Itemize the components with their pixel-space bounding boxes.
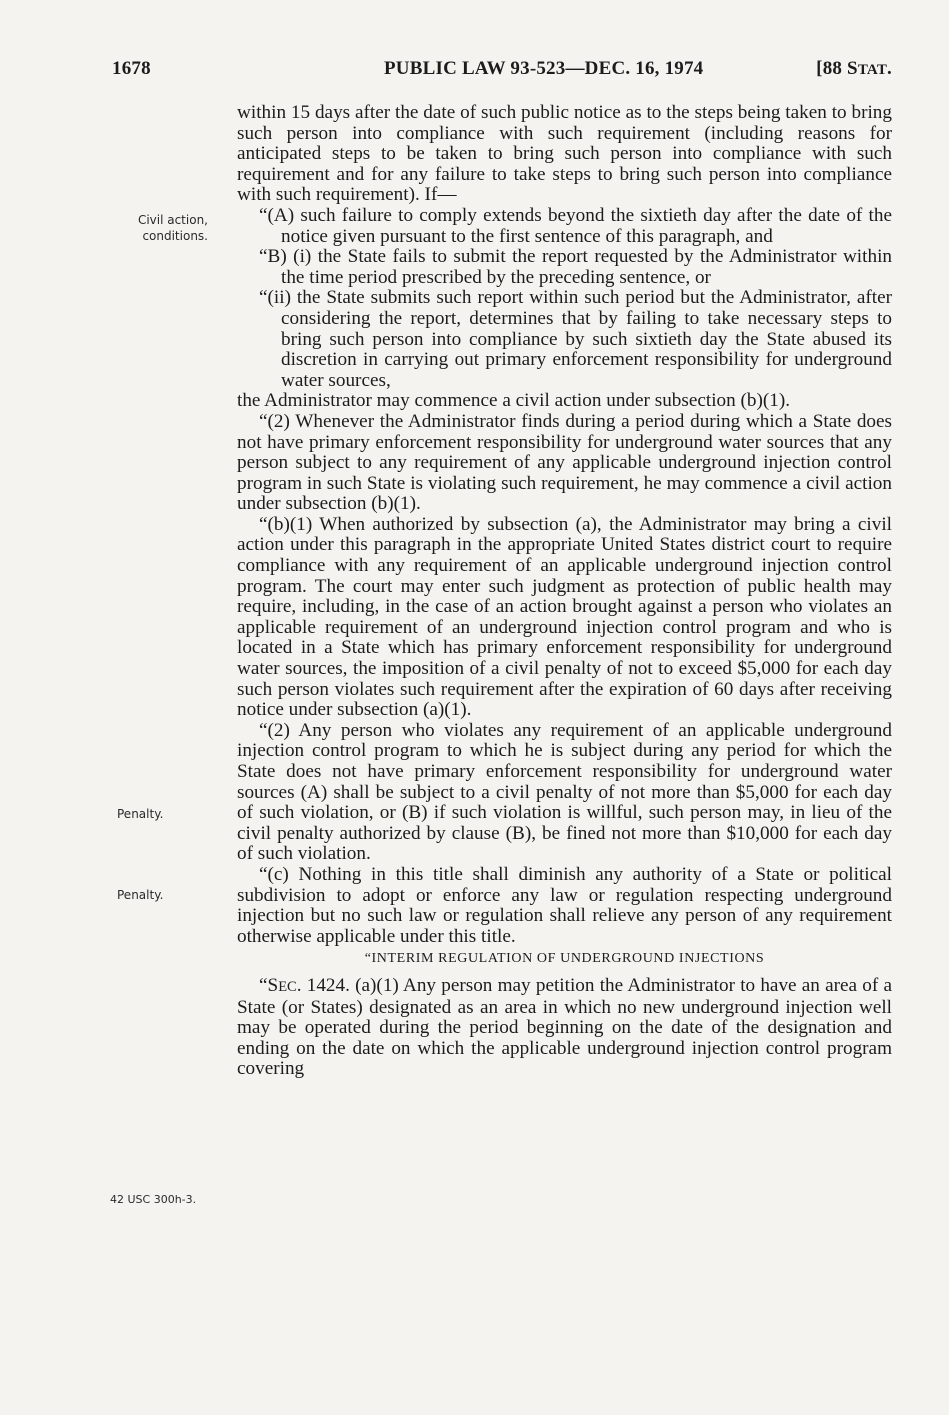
paragraph-b2: “(2) Any person who violates any requirement of an applicable underground injection control program to which he is subject during any period for which the State does not have primary enforcement responsibility for underground water sources (A) shall be subject to a civil penalty of not more than $5,000 for each day of such violation, or (B) if such violation is willful, such person may, in lieu of the civil penalty authorized by clause (B), be fined not more than $10,000 for each day of such violation. [237, 719, 892, 865]
statute-citation [816, 58, 892, 80]
paragraph-continuation: within 15 days after the date of such public notice as to the steps being taken to bring such person into compliance with such requirement (including reasons for anticipated steps to be taken to bring such person into compliance with such requirement and for any failure to take steps to bring such person into compliance with such requirement). If— [237, 102, 892, 206]
margin-note-penalty-1: Penalty. [117, 807, 164, 821]
sec-open: “S [259, 974, 279, 996]
page-number: 1678 [112, 58, 151, 79]
section-heading: “INTERIM REGULATION OF UNDERGROUND INJECTIONS [364, 951, 765, 967]
statute-smallcaps: TAT [857, 62, 888, 78]
margin-note-civil-action-line2: conditions. [142, 229, 208, 243]
margin-note-penalty-2: Penalty. [117, 888, 164, 902]
paragraph-a2: “(2) Whenever the Administrator finds during a period during which a State does not have primary enforcement responsibility for underground water sources that any person subject to any requirement of any applicable underground injection control program in such State is violating such requirement, he may commence a civil action under subsection (b)(1). [237, 410, 892, 515]
paragraph-sec-1424 [237, 976, 892, 1080]
body-text [237, 103, 892, 1080]
sec-smallcaps: EC [278, 978, 297, 995]
clause-b-ii: “(ii) the State submits such report within such period but the Administrator, after considering the report, determines that by failing to take necessary steps to bring such person into compliance by such sixtieth day the State abused its discretion in carrying out primary enforcement responsibility for underground water sources, [259, 287, 892, 391]
clause-b-i: “B) (i) the State fails to submit the report requested by the Administrator within the time period prescribed by the preceding sentence, or [259, 246, 892, 288]
statute-prefix: [88 S [816, 58, 858, 79]
paragraph-c: “(c) Nothing in this title shall diminish any authority of a State or political subdivision to adopt or enforce any law or regulation respecting underground injection but no such law or regulation shall relieve any person of any requirement otherwise applicable under this title. [237, 863, 892, 947]
margin-note-civil-action [90, 212, 208, 244]
statute-suffix: . [887, 58, 892, 79]
paragraph-administrator: the Administrator may commence a civil action under subsection (b)(1). [237, 390, 791, 412]
margin-note-usc: 42 USC 300h-3. [110, 1193, 197, 1206]
clause-a: “(A) such failure to comply extends beyond the sixtieth day after the date of the notice given pursuant to the first sentence of this paragraph, and [259, 204, 892, 247]
paragraph-b1: “(b)(1) When authorized by subsection (a), the Administrator may bring a civil action under this paragraph in the appropriate United States district court to require compliance with any requirement of an applicable underground injection control program. The court may enter such judgment as protection of public health may require, including, in the case of an action brought against a person who violates an applicable requirement of an underground injection control program and who is located in a State which has primary enforcement responsibility for underground water sources, the imposition of a civil penalty of not to exceed $5,000 for each day such person violates such requirement after the expiration of 60 days after receiving notice under subsection (a)(1). [237, 513, 892, 721]
margin-note-civil-action-line1: Civil action, [137, 213, 208, 227]
sec-text: . 1424. (a)(1) Any person may petition the Administrator to have an area of a State (or States) designated as an area in which no new underground injection well may be operated during the period beginning on the date of the designation and ending on the date on which the applicable underground injection control program covering [237, 974, 892, 1080]
page-header [112, 58, 892, 84]
running-title: PUBLIC LAW 93-523—DEC. 16, 1974 [384, 58, 704, 79]
